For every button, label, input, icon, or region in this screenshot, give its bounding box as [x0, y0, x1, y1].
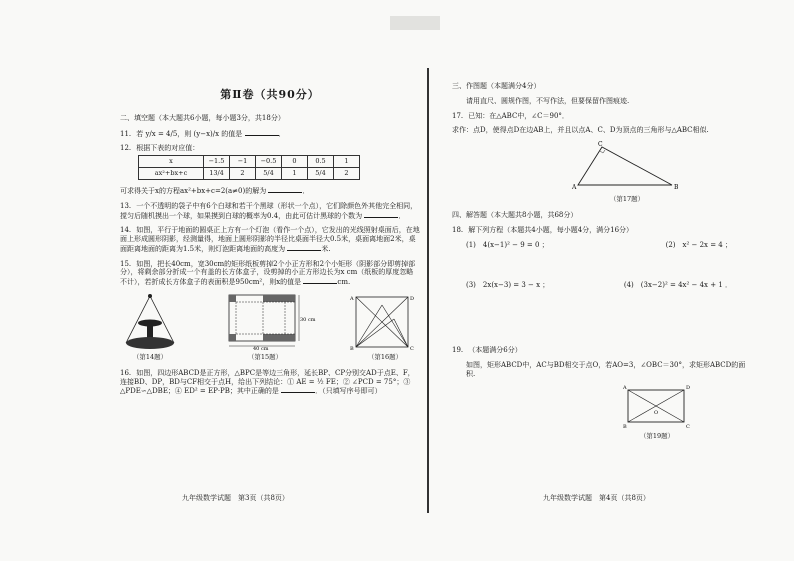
table-cell: ax²+bx+c [139, 168, 204, 180]
q16-number: 16. [120, 368, 132, 377]
q19-text: （本题满分6分） [468, 346, 522, 355]
right-page [452, 82, 752, 441]
q17-number: 17. [452, 111, 464, 120]
cardboard-net-diagram [225, 293, 316, 352]
answer-blank [303, 277, 337, 284]
scan-artifact [390, 16, 440, 30]
svg-text:D: D [410, 295, 415, 302]
fill-header: 二、填空题（本大题共6小题，每小题3分，共18分） [120, 113, 285, 122]
figure-14 [120, 293, 180, 361]
svg-text:D: D [686, 385, 691, 392]
q12-text: 根据下表的对应值： [136, 144, 200, 153]
q13-text: 一个不透明的袋子中有6个白球和若干个黑球（形状一个点），它们除颜色外其他完全相同，搅匀后随机摸出一个球，如果摸到白球的概率为0.4，由此可估计黑球的个数为 [120, 201, 418, 220]
table-cell: 5/4 [308, 168, 334, 180]
question-14 [120, 226, 420, 253]
svg-text:A: A [350, 295, 354, 302]
construct-note: 请用直尺、圆规作图，不写作法，但要保留作图痕迹. [466, 96, 630, 105]
question-12: 12. 根据下表的对应值： x −1.5 −1 −0.5 0 0.5 1 ax²+bx+c 13/4 2 5/4 1 5/4 2 可求得关于x的方程ax²+bx+c=2(a≠0)的解为 ． [120, 144, 420, 196]
svg-text:A: A [623, 385, 627, 392]
value-table [138, 155, 360, 180]
table-cell: −1 [230, 156, 256, 168]
figure-label: （第15题） [247, 352, 283, 361]
question-19 [452, 346, 752, 355]
svg-text:O: O [654, 410, 659, 417]
table-cell: 1 [334, 156, 360, 168]
figure-label: （第14题） [132, 352, 168, 361]
question-18 [452, 226, 752, 235]
right-triangle-diagram [572, 141, 682, 193]
side-dimension: 30 cm [300, 316, 316, 323]
section-title: 第Ⅱ卷（共90分） [220, 88, 320, 101]
question-11: 11. 若 y/x = 4/5，则 (y−x)/x 的值是 ． [120, 129, 286, 138]
equation: (3) 2x(x−3) = 3 − x ； [466, 281, 550, 290]
table-cell: 0 [282, 156, 308, 168]
svg-text:A: A [572, 184, 577, 191]
answer-blank [281, 386, 315, 393]
figure-15 [225, 293, 316, 361]
q11-text: 若 y/x = 4/5，则 (y−x)/x 的值是 [136, 129, 243, 138]
figure-16 [350, 293, 420, 361]
equation: (4) (3x−2)² = 4x² − 4x + 1 ． [623, 281, 732, 290]
q12-number: 12. [120, 144, 132, 153]
q18-text: 解下列方程（本题共4小题，每小题4分，满分16分） [468, 225, 634, 234]
q19-body: 如图，矩形ABCD中，AC与BD相交于点O，若AO=3，∠OBC＝30°，求矩形ABCD的面积. [466, 360, 746, 378]
question-13: 13. 一个不透明的袋子中有6个白球和若干个黑球（形状一个点），它们除颜色外其他完全相同，搅匀后随机摸出一个球，如果摸到白球的概率为0.4，由此可估计黑球的个数为 ． [120, 201, 418, 220]
equation-row [452, 281, 752, 290]
svg-text:C: C [410, 345, 414, 352]
q16-after: ．（只填写序号即可） [315, 387, 382, 396]
question-15 [120, 260, 420, 287]
q15-number: 15. [120, 259, 132, 268]
square-triangle-diagram [350, 293, 420, 351]
bottom-dimension: 40 cm [253, 345, 269, 352]
table-cell: x [139, 156, 204, 168]
left-page [120, 88, 420, 402]
answer-header: 四、解答题（本大题共8小题，共68分） [452, 211, 578, 220]
q18-number: 18. [452, 225, 464, 234]
figure-row [120, 293, 420, 361]
figure-label: （第16题） [367, 352, 403, 361]
table-cell: 0.5 [308, 156, 334, 168]
rectangle-diagram [622, 384, 692, 430]
q15-text: 如图，把长40cm，宽30cm的矩形纸板剪掉2个小正方形和2个小矩形（阴影部分即剪掉部分），将剩余部分折成一个有盖的长方体盒子，设剪掉的小正方形边长为x cm（纸板的厚度忽略不计），若折成长方体盒子的表面积是950cm²，则x的值是 [120, 259, 416, 286]
q14-text: 如图，平行于地面的圆桌正上方有一个灯泡（看作一个点），它发出的光线照射桌面后，在地面上形成圆形阴影，经测量得，地面上圆形阴影的半径比桌面半径大0.5米，桌面离地面2米，桌面距离地面的距离为1.5米，则灯泡距离地面的高度为 [120, 226, 420, 253]
figure-label: （第17题） [609, 195, 645, 203]
svg-text:B: B [674, 184, 679, 191]
construct-header: 三、作图题（本题满分4分） [452, 82, 541, 90]
question-16 [120, 369, 420, 396]
q11-number: 11. [120, 129, 132, 138]
q19-number: 19. [452, 346, 464, 355]
table-cell: −0.5 [256, 156, 282, 168]
page-divider [427, 68, 429, 513]
svg-text:B: B [350, 345, 354, 352]
answer-blank [287, 244, 321, 251]
lamp-table-diagram [120, 293, 180, 351]
table-cell: 13/4 [204, 168, 230, 180]
figure-label: （第19题） [639, 432, 675, 441]
q17-text: 已知：在△ABC中，∠C＝90°． [468, 111, 569, 120]
table-cell: 1 [282, 168, 308, 180]
answer-blank [364, 211, 398, 218]
question-17 [452, 112, 752, 121]
q16-text: 如图，四边形ABCD是正方形，△BPC是等边三角形，延长BP、CP分别交AD于点E、F，连接BD、DP，BD与CF相交于点H，给出下列结论：① AE = ½ FE；② ∠PCD = 75°；③ △PDE∽△DBE；④ ED² = EP·PB；其中正确的是 [120, 368, 415, 396]
q17-task: 求作：点D，使得点D在边AB上，并且以点A、C、D为顶点的三角形与△ABC相似. [452, 126, 709, 135]
svg-text:C: C [686, 424, 690, 431]
figure-19 [622, 384, 692, 440]
equation: (2) x² − 2x = 4 ； [665, 240, 732, 249]
svg-text:C: C [598, 141, 603, 148]
answer-blank [268, 186, 302, 193]
table-cell: 5/4 [256, 168, 282, 180]
equation-row [452, 241, 752, 250]
q15-unit: cm. [337, 278, 351, 286]
table-cell: −1.5 [204, 156, 230, 168]
q14-number: 14. [120, 226, 132, 235]
answer-blank [245, 129, 279, 136]
q14-unit: 米. [321, 244, 331, 253]
left-footer: 九年级数学试题 第3页（共8页） [182, 494, 289, 502]
q13-number: 13. [120, 201, 132, 210]
table-cell: 2 [230, 168, 256, 180]
svg-text:B: B [623, 424, 627, 431]
table-cell: 2 [334, 168, 360, 180]
right-footer: 九年级数学试题 第4页（共8页） [543, 494, 650, 502]
q12-after: 可求得关于x的方程ax²+bx+c=2(a≠0)的解为 [120, 187, 267, 195]
figure-17 [572, 141, 682, 203]
equation: (1) 4(x−1)² − 9 = 0 ； [466, 240, 549, 249]
